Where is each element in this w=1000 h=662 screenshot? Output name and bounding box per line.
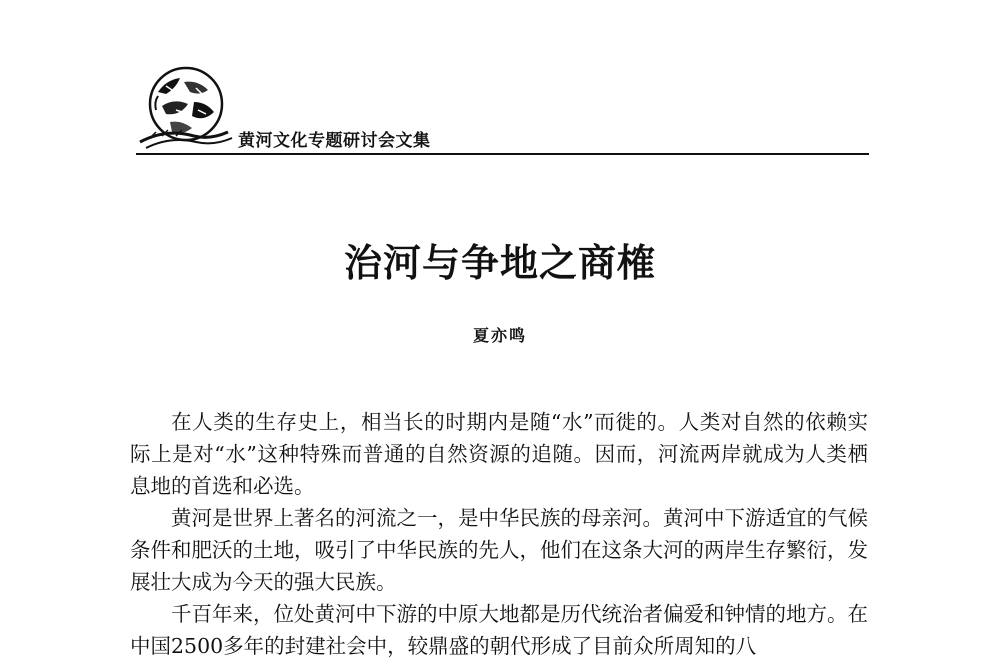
- paragraph: 黄河是世界上著名的河流之一，是中华民族的母亲河。黄河中下游适宜的气候条件和肥沃的土地，吸引了中华民族的先人，他们在这条大河的两岸生存繁衍，发展壮大成为今天的强大民族。: [130, 506, 868, 594]
- paragraph: 在人类的生存史上，相当长的时期内是随“水”而徙的。人类对自然的依赖实际上是对“水”这种特殊而普通的自然资源的追随。因而，河流两岸就成为人类栖息地的首选和必选。: [130, 410, 868, 498]
- article-author: 夏亦鸣: [472, 326, 527, 345]
- yellow-river-globe-logo-icon: [136, 62, 236, 150]
- paragraph: 千百年来，位处黄河中下游的中原大地都是历代统治者偏爱和钟情的地方。在中国2500多年的封建社会中，较鼎盛的朝代形成了目前众所周知的八: [130, 602, 868, 658]
- article-body: [130, 406, 868, 662]
- series-title: 黄河文化专题研讨会文集: [238, 131, 431, 151]
- article-title: 治河与争地之商榷: [343, 240, 656, 285]
- header-divider: [136, 153, 869, 155]
